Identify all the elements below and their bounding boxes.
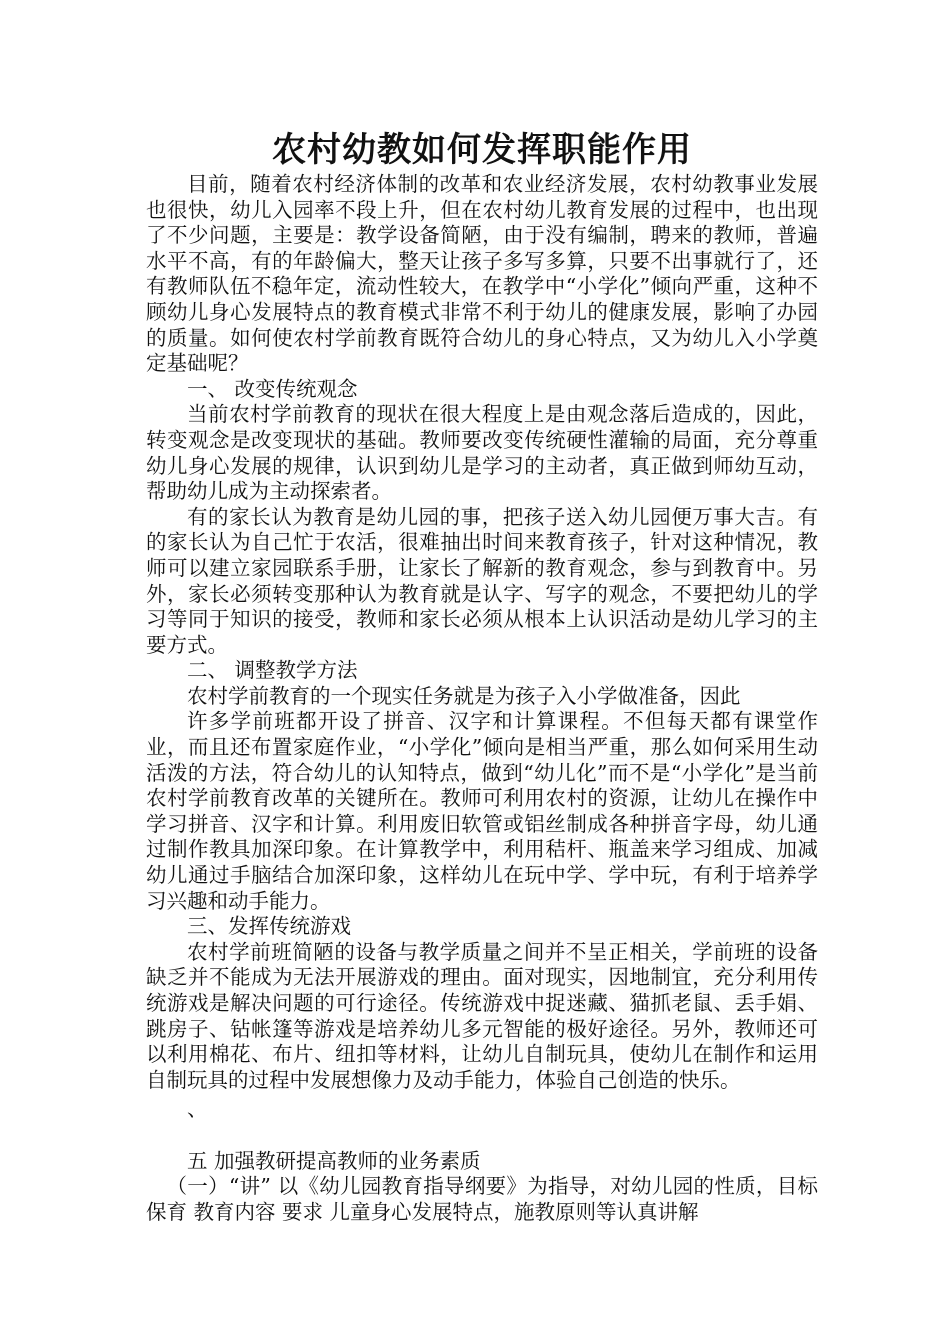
blank-line	[146, 1123, 818, 1149]
intro-paragraph: 目前，随着农村经济体制的改革和农业经济发展，农村幼教事业发展也很快，幼儿入园率不段上升，但在农村幼儿教育发展的过程中，也出现了不少问题，主要是：教学设备简陋，由于没有编制，聘来的教师，普遍水平不高，有的年龄偏大，整天让孩子多写多算，只要不出事就行了，还有教师队伍不稳年定，流动性较大，在教学中“小学化”倾向严重，这种不顾幼儿身心发展特点的教育模式非常不利于幼儿的健康发展，影响了办园的质量。如何使农村学前教育既符合幼儿的身心特点，又为幼儿入小学奠定基础呢？	[146, 172, 818, 376]
section-5-paragraph-1: （一）“讲” 以《幼儿园教育指导纲要》为指导，对幼儿园的性质，目标 保育 教育内容 要求 儿童身心发展特点，施教原则等认真讲解	[146, 1174, 818, 1224]
document-page	[146, 128, 818, 1225]
section-1-paragraph-1: 当前农村学前教育的现状在很大程度上是由观念落后造成的，因此，转变观念是改变现状的基础。教师要改变传统硬性灌输的局面，充分尊重幼儿身心发展的规律，认识到幼儿是学习的主动者，真正做到师幼互动，帮助幼儿成为主动探索者。	[146, 402, 818, 504]
section-2-paragraph-1: 农村学前教育的一个现实任务就是为孩子入小学做准备，因此	[187, 683, 741, 708]
stray-mark: 、	[187, 1097, 208, 1122]
section-2-paragraph-2: 许多学前班都开设了拼音、汉字和计算课程。不但每天都有课堂作业，而且还布置家庭作业，“小学化”倾向是相当严重，那么如何采用生动活泼的方法，符合幼儿的认知特点，做到“幼儿化”而不是“小学化”是当前农村学前教育改革的关键所在。教师可利用农村的资源，让幼儿在操作中学习拼音、汉字和计算。利用废旧软管或铝丝制成各种拼音字母，幼儿通过制作教具加深印象。在计算教学中，利用秸杆、瓶盖来学习组成、加减幼儿通过手脑结合加深印象，这样幼儿在玩中学、学中玩，有利于培养学习兴趣和动手能力。	[146, 709, 818, 913]
section-heading-1: 一、 改变传统观念	[187, 376, 358, 401]
section-1-paragraph-2: 有的家长认为教育是幼儿园的事，把孩子送入幼儿园便万事大吉。有的家长认为自己忙于农活，很难抽出时间来教育孩子，针对这种情况，教师可以建立家园联系手册，让家长了解新的教育观念，参与到教育中。另外，家长必须转变那种认为教育就是认字、写字的观念，不要把幼儿的学习等同于知识的接受，教师和家长必须从根本上认识活动是幼儿学习的主要方式。	[146, 504, 818, 657]
section-heading-2: 二、 调整教学方法	[187, 658, 358, 683]
document-title: 农村幼教如何发挥职能作用	[272, 130, 692, 170]
section-heading-5: 五 加强教研提高教师的业务素质	[187, 1148, 481, 1173]
document-body	[146, 172, 818, 1225]
section-3-paragraph-1: 农村学前班简陋的设备与教学质量之间并不呈正相关，学前班的设备缺乏并不能成为无法开展游戏的理由。面对现实，因地制宜，充分利用传统游戏是解决问题的可行途径。传统游戏中捉迷藏、猫抓老鼠、丢手娟、跳房子、钻帐篷等游戏是培养幼儿多元智能的极好途径。另外，教师还可以利用棉花、布片、纽扣等材料，让幼儿自制玩具，使幼儿在制作和运用自制玩具的过程中发展想像力及动手能力，体验自己创造的快乐。	[146, 939, 818, 1092]
section-heading-3: 三、发挥传统游戏	[187, 914, 351, 939]
